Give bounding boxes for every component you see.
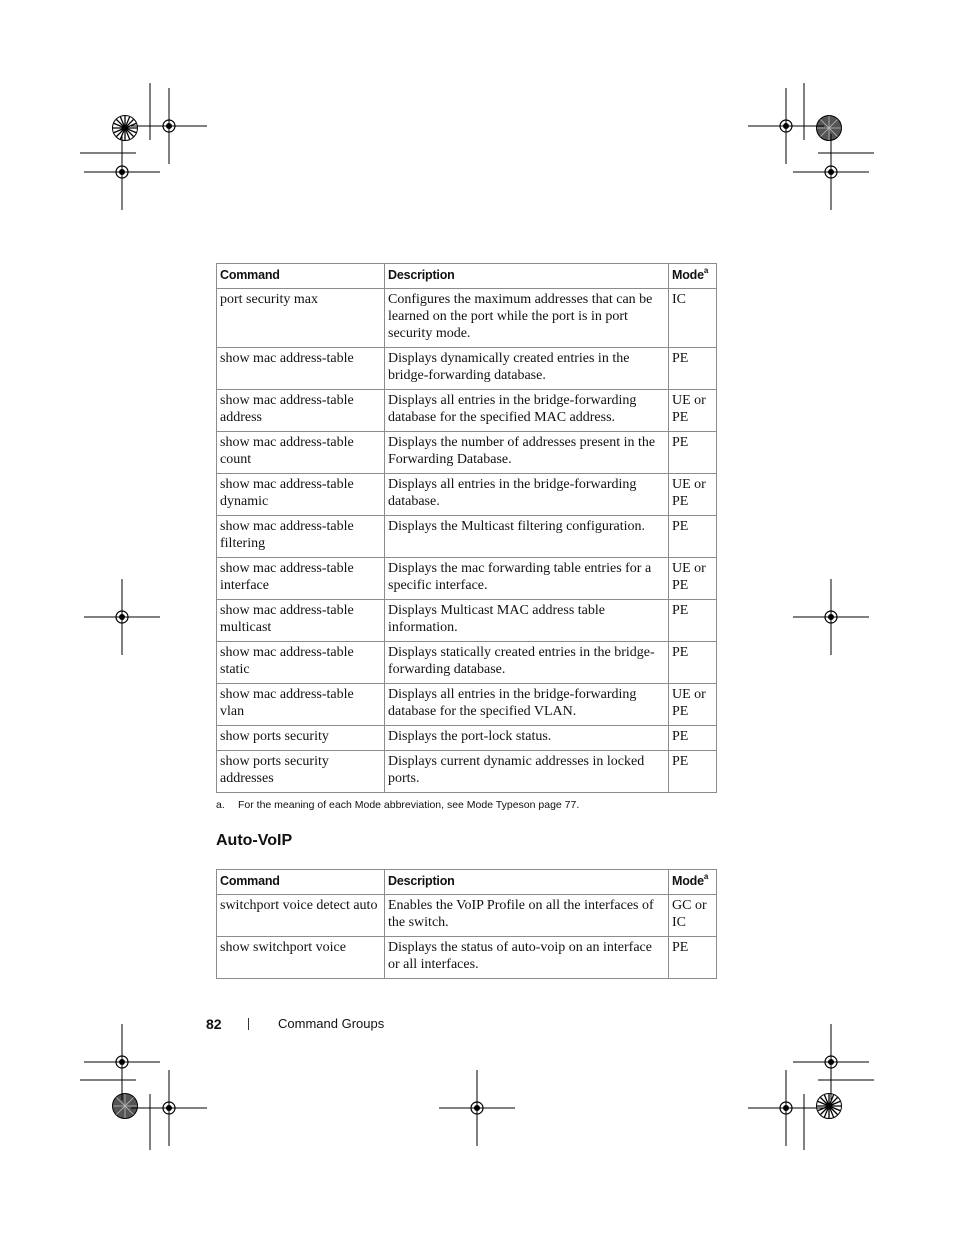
column-header-mode: Mode$^a$ bbox=[669, 264, 717, 289]
section-heading: Auto-VoIP bbox=[216, 832, 293, 849]
mode-cell: UE or PE bbox=[669, 474, 717, 516]
table-row bbox=[217, 432, 717, 474]
mode-cell: UE or PE bbox=[669, 390, 717, 432]
footnote-text: For the meaning of each Mode abbreviation, see Mode Typeson page 77. bbox=[238, 799, 580, 811]
column-header-command: Command bbox=[217, 264, 385, 289]
description-cell: Displays dynamically created entries in the bridge-forwarding database. bbox=[385, 348, 669, 390]
mode-cell: PE bbox=[669, 751, 717, 793]
table-row bbox=[217, 895, 717, 937]
description-cell: Displays current dynamic addresses in locked ports. bbox=[385, 751, 669, 793]
footnote-label: a. bbox=[216, 799, 225, 811]
table-row bbox=[217, 289, 717, 348]
mode-cell: PE bbox=[669, 348, 717, 390]
table-row bbox=[217, 390, 717, 432]
footnote-marker: a bbox=[703, 872, 709, 881]
table-header-row bbox=[217, 264, 717, 289]
table-header-row bbox=[217, 870, 717, 895]
table-row bbox=[217, 937, 717, 979]
command-cell: show mac address-table filtering bbox=[217, 516, 385, 558]
command-cell: switchport voice detect auto bbox=[217, 895, 385, 937]
command-cell: show mac address-table bbox=[217, 348, 385, 390]
column-header-description: Description bbox=[385, 264, 669, 289]
command-cell: show mac address-table interface bbox=[217, 558, 385, 600]
table-row bbox=[217, 642, 717, 684]
mode-cell: PE bbox=[669, 726, 717, 751]
command-cell: show mac address-table multicast bbox=[217, 600, 385, 642]
mode-cell: GC or IC bbox=[669, 895, 717, 937]
mode-cell: IC bbox=[669, 289, 717, 348]
table-row bbox=[217, 516, 717, 558]
command-cell: show mac address-table address bbox=[217, 390, 385, 432]
command-cell: show mac address-table vlan bbox=[217, 684, 385, 726]
command-table-mac bbox=[216, 263, 717, 793]
mode-cell: PE bbox=[669, 432, 717, 474]
description-cell: Displays all entries in the bridge-forwarding database for the specified MAC address. bbox=[385, 390, 669, 432]
description-cell: Displays the status of auto-voip on an interface or all interfaces. bbox=[385, 937, 669, 979]
command-cell: show mac address-table dynamic bbox=[217, 474, 385, 516]
command-cell: show switchport voice bbox=[217, 937, 385, 979]
table-row bbox=[217, 600, 717, 642]
mode-cell: PE bbox=[669, 937, 717, 979]
column-header-description: Description bbox=[385, 870, 669, 895]
description-cell: Displays all entries in the bridge-forwarding database. bbox=[385, 474, 669, 516]
command-cell: show mac address-table count bbox=[217, 432, 385, 474]
command-cell: show ports security bbox=[217, 726, 385, 751]
mode-cell: PE bbox=[669, 642, 717, 684]
column-header-command: Command bbox=[217, 870, 385, 895]
mode-cell: PE bbox=[669, 600, 717, 642]
table-row bbox=[217, 726, 717, 751]
table-footnote bbox=[216, 799, 579, 811]
page-number: 82 bbox=[206, 1016, 222, 1032]
description-cell: Configures the maximum addresses that can be learned on the port while the port is in port security mode. bbox=[385, 289, 669, 348]
command-cell: port security max bbox=[217, 289, 385, 348]
table-row bbox=[217, 558, 717, 600]
description-cell: Displays the port-lock status. bbox=[385, 726, 669, 751]
description-cell: Displays the mac forwarding table entries for a specific interface. bbox=[385, 558, 669, 600]
command-table-auto-voip bbox=[216, 869, 717, 979]
description-cell: Enables the VoIP Profile on all the interfaces of the switch. bbox=[385, 895, 669, 937]
description-cell: Displays statically created entries in the bridge-forwarding database. bbox=[385, 642, 669, 684]
description-cell: Displays all entries in the bridge-forwarding database for the specified VLAN. bbox=[385, 684, 669, 726]
mode-cell: UE or PE bbox=[669, 684, 717, 726]
command-cell: show mac address-table static bbox=[217, 642, 385, 684]
column-header-mode: Mode$^a$ bbox=[669, 870, 717, 895]
table-row bbox=[217, 684, 717, 726]
description-cell: Displays the Multicast filtering configuration. bbox=[385, 516, 669, 558]
running-footer-title: Command Groups bbox=[278, 1016, 385, 1031]
description-cell: Displays the number of addresses present in the Forwarding Database. bbox=[385, 432, 669, 474]
command-cell: show ports security addresses bbox=[217, 751, 385, 793]
mode-cell: UE or PE bbox=[669, 558, 717, 600]
table-row bbox=[217, 474, 717, 516]
table-row bbox=[217, 348, 717, 390]
description-cell: Displays Multicast MAC address table information. bbox=[385, 600, 669, 642]
table-row bbox=[217, 751, 717, 793]
footer-divider bbox=[248, 1018, 249, 1030]
mode-cell: PE bbox=[669, 516, 717, 558]
footnote-marker: a bbox=[703, 266, 709, 275]
